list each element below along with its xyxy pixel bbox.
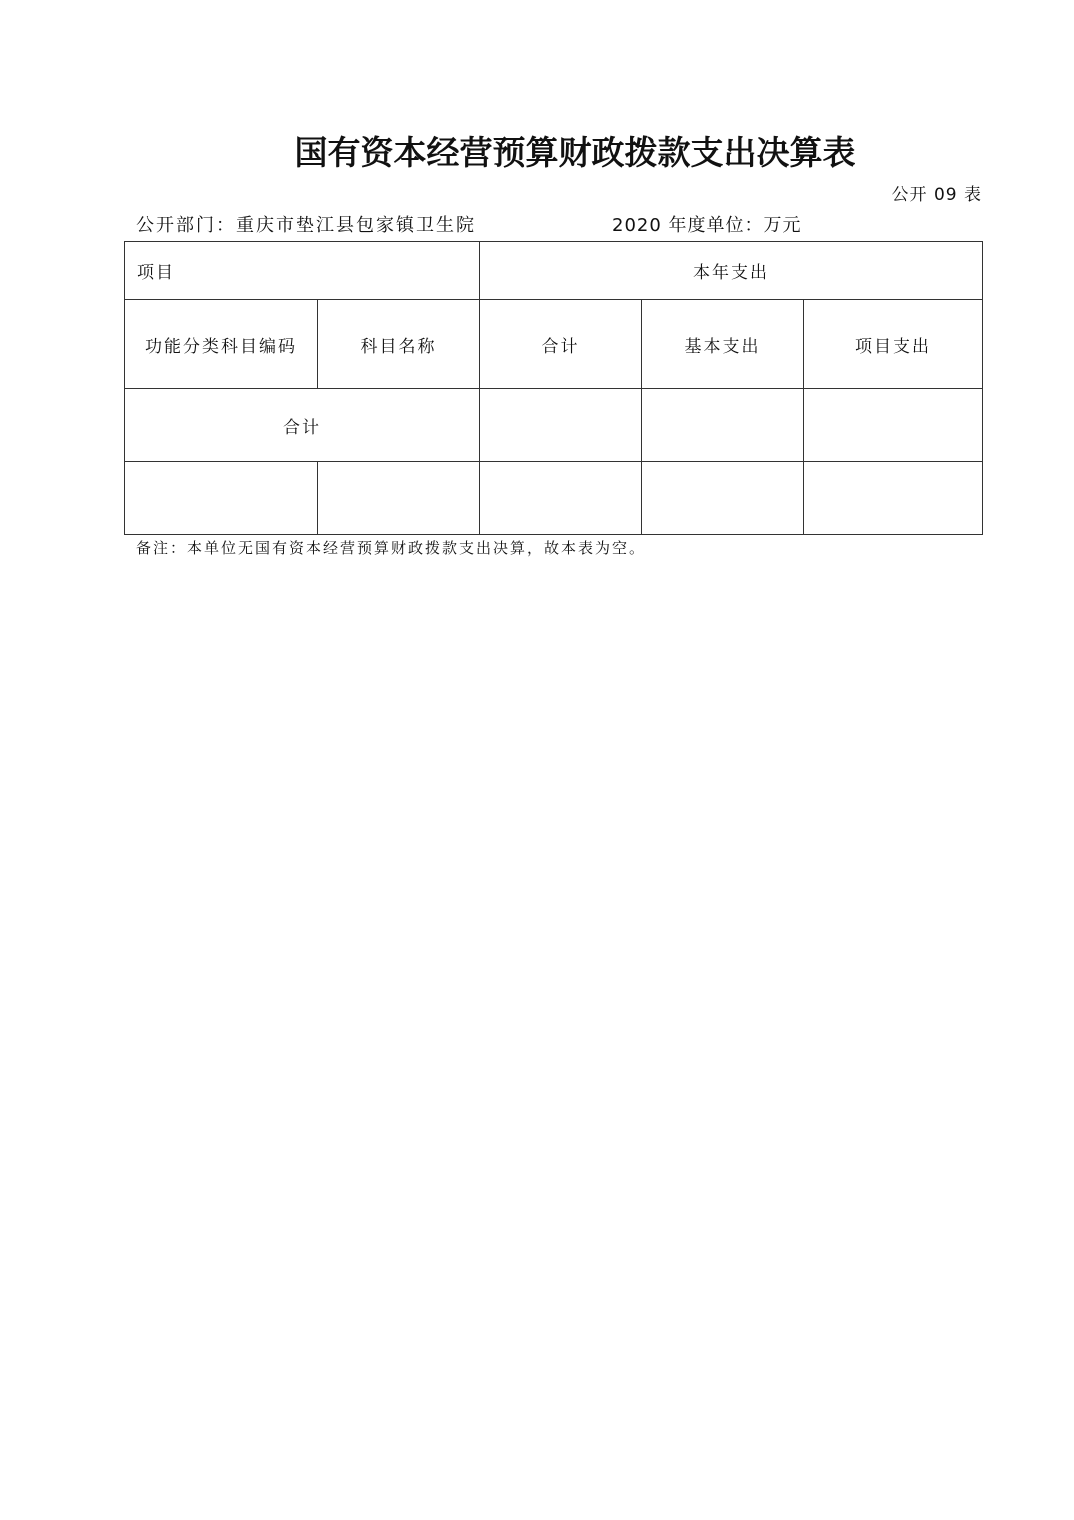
column-header-basic: 基本支出: [642, 300, 804, 389]
total-row-label: 合计: [125, 389, 480, 462]
expenditure-table: [124, 241, 983, 535]
total-row-project-value: [804, 389, 983, 462]
table-cell: [125, 462, 318, 535]
total-row-basic-value: [642, 389, 804, 462]
table-header-row: [125, 242, 983, 300]
table-cell: [642, 462, 804, 535]
table-subheader-row: [125, 300, 983, 389]
column-header-code: 功能分类科目编码: [125, 300, 318, 389]
column-header-project: 项目支出: [804, 300, 983, 389]
table-row: [125, 462, 983, 535]
department-label: 公开部门：重庆市垫江县包家镇卫生院: [136, 215, 476, 236]
column-header-total: 合计: [480, 300, 642, 389]
table-cell: [480, 462, 642, 535]
header-current-year-cell: 本年支出: [480, 242, 983, 300]
page-title: 国有资本经营预算财政拨款支出决算表: [294, 133, 856, 172]
total-row-total-value: [480, 389, 642, 462]
table-cell: [318, 462, 480, 535]
footnote: 备注：本单位无国有资本经营预算财政拨款支出决算，故本表为空。: [136, 539, 647, 557]
table-cell: [804, 462, 983, 535]
column-header-name: 科目名称: [318, 300, 480, 389]
header-item-cell: 项目: [125, 242, 480, 300]
year-unit-label: 2020 年度单位：万元: [612, 215, 802, 236]
table-row-total: [125, 389, 983, 462]
form-number: 公开 09 表: [891, 185, 982, 205]
